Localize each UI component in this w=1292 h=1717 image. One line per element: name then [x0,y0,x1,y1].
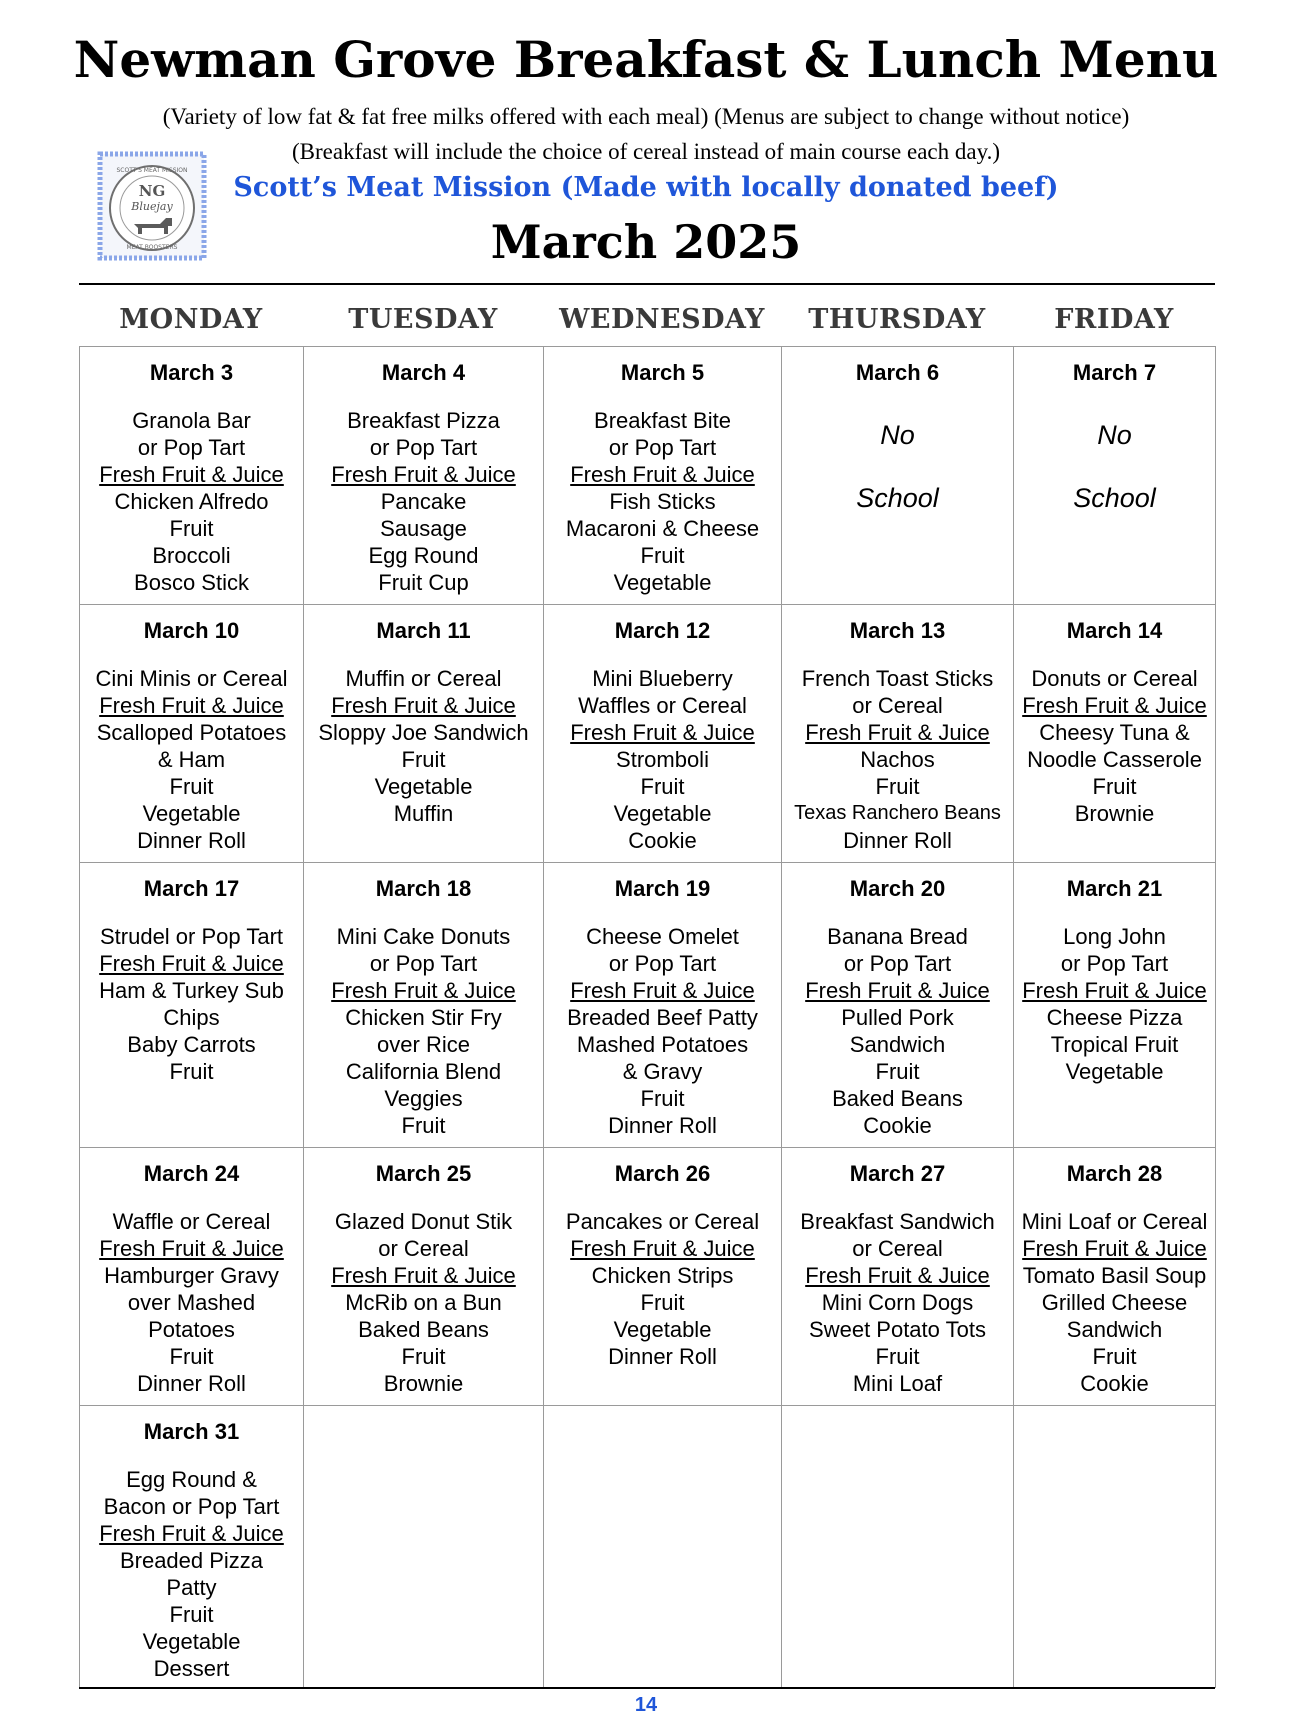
svg-text:NG: NG [138,182,166,200]
menu-item: Tropical Fruit [1050,1032,1179,1057]
menu-item: Fresh Fruit & Juice [570,720,755,745]
menu-item: Fresh Fruit & Juice [99,1521,284,1546]
empty-day-cell [544,1406,782,1688]
day-date: March 20 [849,876,946,901]
weekday-header [79,300,1215,340]
menu-item: Breakfast Bite [594,408,731,433]
day-header-tuesday: TUESDAY [348,304,498,335]
empty-day-cell [782,1406,1014,1688]
day-cell [544,605,782,863]
menu-item: Vegetable [1065,1059,1164,1084]
menu-item: Tomato Basil Soup [1022,1263,1207,1288]
week-row [80,863,1216,1148]
day-date: March 24 [143,1161,240,1186]
day-cell [80,1406,304,1688]
menu-item: Fresh Fruit & Juice [331,462,516,487]
menu-item: Mashed Potatoes [576,1032,749,1057]
menu-item: Fruit [640,1086,685,1111]
day-cell [304,347,544,605]
day-cell [80,863,304,1148]
menu-item: Pulled Pork [841,1005,954,1030]
menu-item: or Pop Tart [369,951,478,976]
bluejay-meat-mission-logo-icon [96,150,208,262]
page-title: Newman Grove Breakfast & Lunch Menu [73,30,1219,89]
menu-item: Breakfast Pizza [347,408,500,433]
day-cell [80,1148,304,1406]
menu-item: Vegetable [142,801,241,826]
day-cell [544,347,782,605]
menu-item: Egg Round [368,543,479,568]
menu-item: Stromboli [616,747,709,772]
menu-item: Fish Sticks [609,489,716,514]
menu-item: Macaroni & Cheese [565,516,760,541]
menu-item: Fresh Fruit & Juice [331,693,516,718]
menu-item: Nachos [860,747,935,772]
menu-item: California Blend [345,1059,502,1084]
menu-item: Mini Loaf or Cereal [1021,1209,1208,1234]
menu-item: Cheese Pizza [1046,1005,1183,1030]
menu-item: Banana Bread [827,924,968,949]
day-header-monday: MONDAY [119,304,263,335]
week-row [80,605,1216,863]
menu-item: McRib on a Bun [345,1290,502,1315]
menu-item: Sausage [380,516,467,541]
day-date: March 6 [855,360,940,385]
day-header-wednesday: WEDNESDAY [559,304,765,335]
menu-item: Baby Carrots [127,1032,256,1057]
day-date: March 26 [614,1161,711,1186]
menu-item: Cookie [1080,1371,1149,1396]
no-school-notice [1014,419,1215,515]
menu-item: Brownie [1074,801,1155,826]
menu-item: Chips [163,1005,220,1030]
menu-item: or Pop Tart [608,435,717,460]
day-cell [782,605,1014,863]
menu-item: Waffle or Cereal [112,1209,271,1234]
day-cell [1014,605,1216,863]
no-school-text: No [1097,420,1132,450]
day-date: March 27 [849,1161,946,1186]
menu-item: Fresh Fruit & Juice [570,978,755,1003]
day-date: March 18 [375,876,472,901]
day-header-friday: FRIDAY [1054,304,1174,335]
week-row [80,1148,1216,1406]
menu-item: Fruit [169,1344,214,1369]
week-row [80,1406,1216,1688]
menu-item: & Gravy [622,1059,703,1084]
menu-item: Egg Round & [126,1467,257,1492]
day-date: March 17 [143,876,240,901]
menu-item: Fruit [169,1059,214,1084]
menu-item: Fruit [401,747,446,772]
menu-item: Dinner Roll [608,1113,717,1138]
milk-note: (Variety of low fat & fat free milks offered with each meal) (Menus are subject to change without notice) [162,104,1130,129]
menu-item: Bacon or Pop Tart [103,1494,280,1519]
menu-item: Fruit [169,516,214,541]
day-date: March 4 [381,360,466,385]
menu-item: Long John [1063,924,1166,949]
menu-item: & Ham [157,747,226,772]
menu-item: or Cereal [378,1236,469,1261]
menu-item: Fruit [169,774,214,799]
menu-item: Fruit [875,1059,920,1084]
menu-item: Mini Cake Donuts [336,924,511,949]
menu-item: or Pop Tart [843,951,952,976]
menu-item: Donuts or Cereal [1031,666,1198,691]
menu-item: Potatoes [148,1317,235,1342]
menu-item: Breakfast Sandwich [800,1209,995,1234]
day-cell [1014,347,1216,605]
breakfast-note: (Breakfast will include the choice of cereal instead of main course each day.) [292,139,1000,164]
menu-item: Fruit Cup [378,570,469,595]
menu-item: Fruit [169,1602,214,1627]
menu-item: Muffin or Cereal [345,666,502,691]
no-school-text: School [856,483,939,513]
menu-item: Fresh Fruit & Juice [99,951,284,976]
day-cell [782,347,1014,605]
menu-item: Chicken Alfredo [114,489,269,514]
day-date: March 13 [849,618,946,643]
day-cell [1014,863,1216,1148]
menu-item: Fruit [401,1113,446,1138]
menu-item: French Toast Sticks [801,666,994,691]
menu-item: over Mashed [127,1290,256,1315]
menu-month: March 2025 [490,215,802,269]
day-cell [304,1148,544,1406]
no-school-text: School [1073,483,1156,513]
menu-item: Fruit [640,1290,685,1315]
menu-item: Noodle Casserole [1027,747,1202,772]
menu-item: Bosco Stick [134,570,249,595]
menu-item: Texas Ranchero Beans [794,802,1001,824]
menu-item: Scalloped Potatoes [96,720,287,745]
page-number: 14 [634,1694,658,1716]
menu-item: Fruit [1092,774,1137,799]
menu-calendar [79,346,1216,1688]
menu-item: Mini Loaf [852,1371,943,1396]
empty-day-cell [304,1406,544,1688]
menu-item: Fruit [640,543,685,568]
menu-item: Sandwich [1066,1317,1163,1342]
menu-item: Brownie [383,1371,464,1396]
empty-day-cell [1014,1406,1216,1688]
day-date: March 10 [143,618,240,643]
day-cell [782,863,1014,1148]
menu-item: Hamburger Gravy [104,1263,279,1288]
day-date: March 5 [620,360,705,385]
menu-item: Fresh Fruit & Juice [331,978,516,1003]
menu-item: Dinner Roll [843,828,952,853]
footer-rule [79,1687,1215,1689]
day-cell [544,1148,782,1406]
menu-item: Fresh Fruit & Juice [805,720,990,745]
menu-item: Dinner Roll [137,828,246,853]
day-date: March 3 [149,360,234,385]
menu-item: Mini Blueberry [592,666,733,691]
menu-item: Vegetable [613,570,712,595]
menu-item: Fresh Fruit & Juice [99,1236,284,1261]
menu-item: Fruit [875,774,920,799]
menu-item: Ham & Turkey Sub [99,978,284,1003]
menu-item: Mini Corn Dogs [821,1290,974,1315]
week-row [80,347,1216,605]
menu-item: Fresh Fruit & Juice [99,462,284,487]
menu-item: Fruit [1092,1344,1137,1369]
menu-item: Fruit [640,774,685,799]
day-cell [80,347,304,605]
menu-item: Baked Beans [832,1086,963,1111]
day-date: March 28 [1066,1161,1163,1186]
menu-item: Baked Beans [358,1317,489,1342]
menu-item: or Pop Tart [137,435,246,460]
menu-item: Sloppy Joe Sandwich [318,720,529,745]
menu-item: Pancake [380,489,467,514]
menu-item: Grilled Cheese [1041,1290,1188,1315]
menu-item: Fresh Fruit & Juice [570,462,755,487]
menu-item: Pancakes or Cereal [565,1209,760,1234]
day-header-thursday: THURSDAY [808,304,986,335]
menu-item: Fresh Fruit & Juice [1022,978,1207,1003]
day-date: March 21 [1066,876,1163,901]
menu-item: or Cereal [852,693,943,718]
menu-item: Fresh Fruit & Juice [805,1263,990,1288]
day-date: March 19 [614,876,711,901]
day-cell [80,605,304,863]
menu-item: Cheese Omelet [586,924,739,949]
menu-item: over Rice [377,1032,470,1057]
svg-text:SCOTT'S MEAT MISSION: SCOTT'S MEAT MISSION [116,167,188,174]
menu-item: Cookie [863,1113,932,1138]
menu-item: Cheesy Tuna & [1039,720,1190,745]
menu-item: Breaded Beef Patty [567,1005,758,1030]
menu-item: Fruit [875,1344,920,1369]
menu-item: Veggies [384,1086,463,1111]
menu-item: Patty [166,1575,217,1600]
svg-text:MEAT BOOSTERS: MEAT BOOSTERS [126,244,178,251]
menu-item: Breaded Pizza [119,1548,264,1573]
menu-item: Fresh Fruit & Juice [570,1236,755,1261]
svg-text:Bluejay: Bluejay [131,200,173,213]
menu-item: Fresh Fruit & Juice [99,693,284,718]
menu-item: Vegetable [613,1317,712,1342]
day-cell [304,605,544,863]
day-date: March 14 [1066,618,1163,643]
menu-item: Cookie [628,828,697,853]
menu-item: Cini Minis or Cereal [95,666,288,691]
menu-item: Vegetable [142,1629,241,1654]
day-date: March 7 [1072,360,1157,385]
menu-item: Muffin [393,801,454,826]
menu-item: or Cereal [852,1236,943,1261]
day-date: March 31 [143,1419,240,1444]
menu-item: or Pop Tart [369,435,478,460]
meat-mission-note: Scott’s Meat Mission (Made with locally donated beef) [233,172,1059,203]
menu-item: Fresh Fruit & Juice [1022,693,1207,718]
day-date: March 25 [375,1161,472,1186]
menu-item: Dessert [153,1656,230,1681]
menu-item: Strudel or Pop Tart [99,924,284,949]
menu-item: or Pop Tart [1060,951,1169,976]
header-rule [79,283,1215,285]
day-cell [782,1148,1014,1406]
day-cell [544,863,782,1148]
menu-item: Granola Bar [132,408,251,433]
menu-item: Fresh Fruit & Juice [805,978,990,1003]
day-date: March 11 [376,618,471,643]
menu-item: Vegetable [374,774,473,799]
menu-item: Fresh Fruit & Juice [1022,1236,1207,1261]
day-cell [304,863,544,1148]
menu-item: Vegetable [613,801,712,826]
no-school-text: No [880,420,915,450]
menu-item: Glazed Donut Stik [334,1209,513,1234]
menu-item: Sandwich [849,1032,946,1057]
menu-item: Sweet Potato Tots [809,1317,986,1342]
menu-item: Chicken Strips [591,1263,734,1288]
menu-item: Broccoli [152,543,231,568]
day-cell [1014,1148,1216,1406]
menu-item: Waffles or Cereal [578,693,747,718]
menu-item: Dinner Roll [137,1371,246,1396]
menu-item: Chicken Stir Fry [345,1005,502,1030]
menu-item: or Pop Tart [608,951,717,976]
menu-item: Dinner Roll [608,1344,717,1369]
day-date: March 12 [614,618,711,643]
menu-item: Fresh Fruit & Juice [331,1263,516,1288]
no-school-notice [782,419,1013,515]
menu-item: Fruit [401,1344,446,1369]
